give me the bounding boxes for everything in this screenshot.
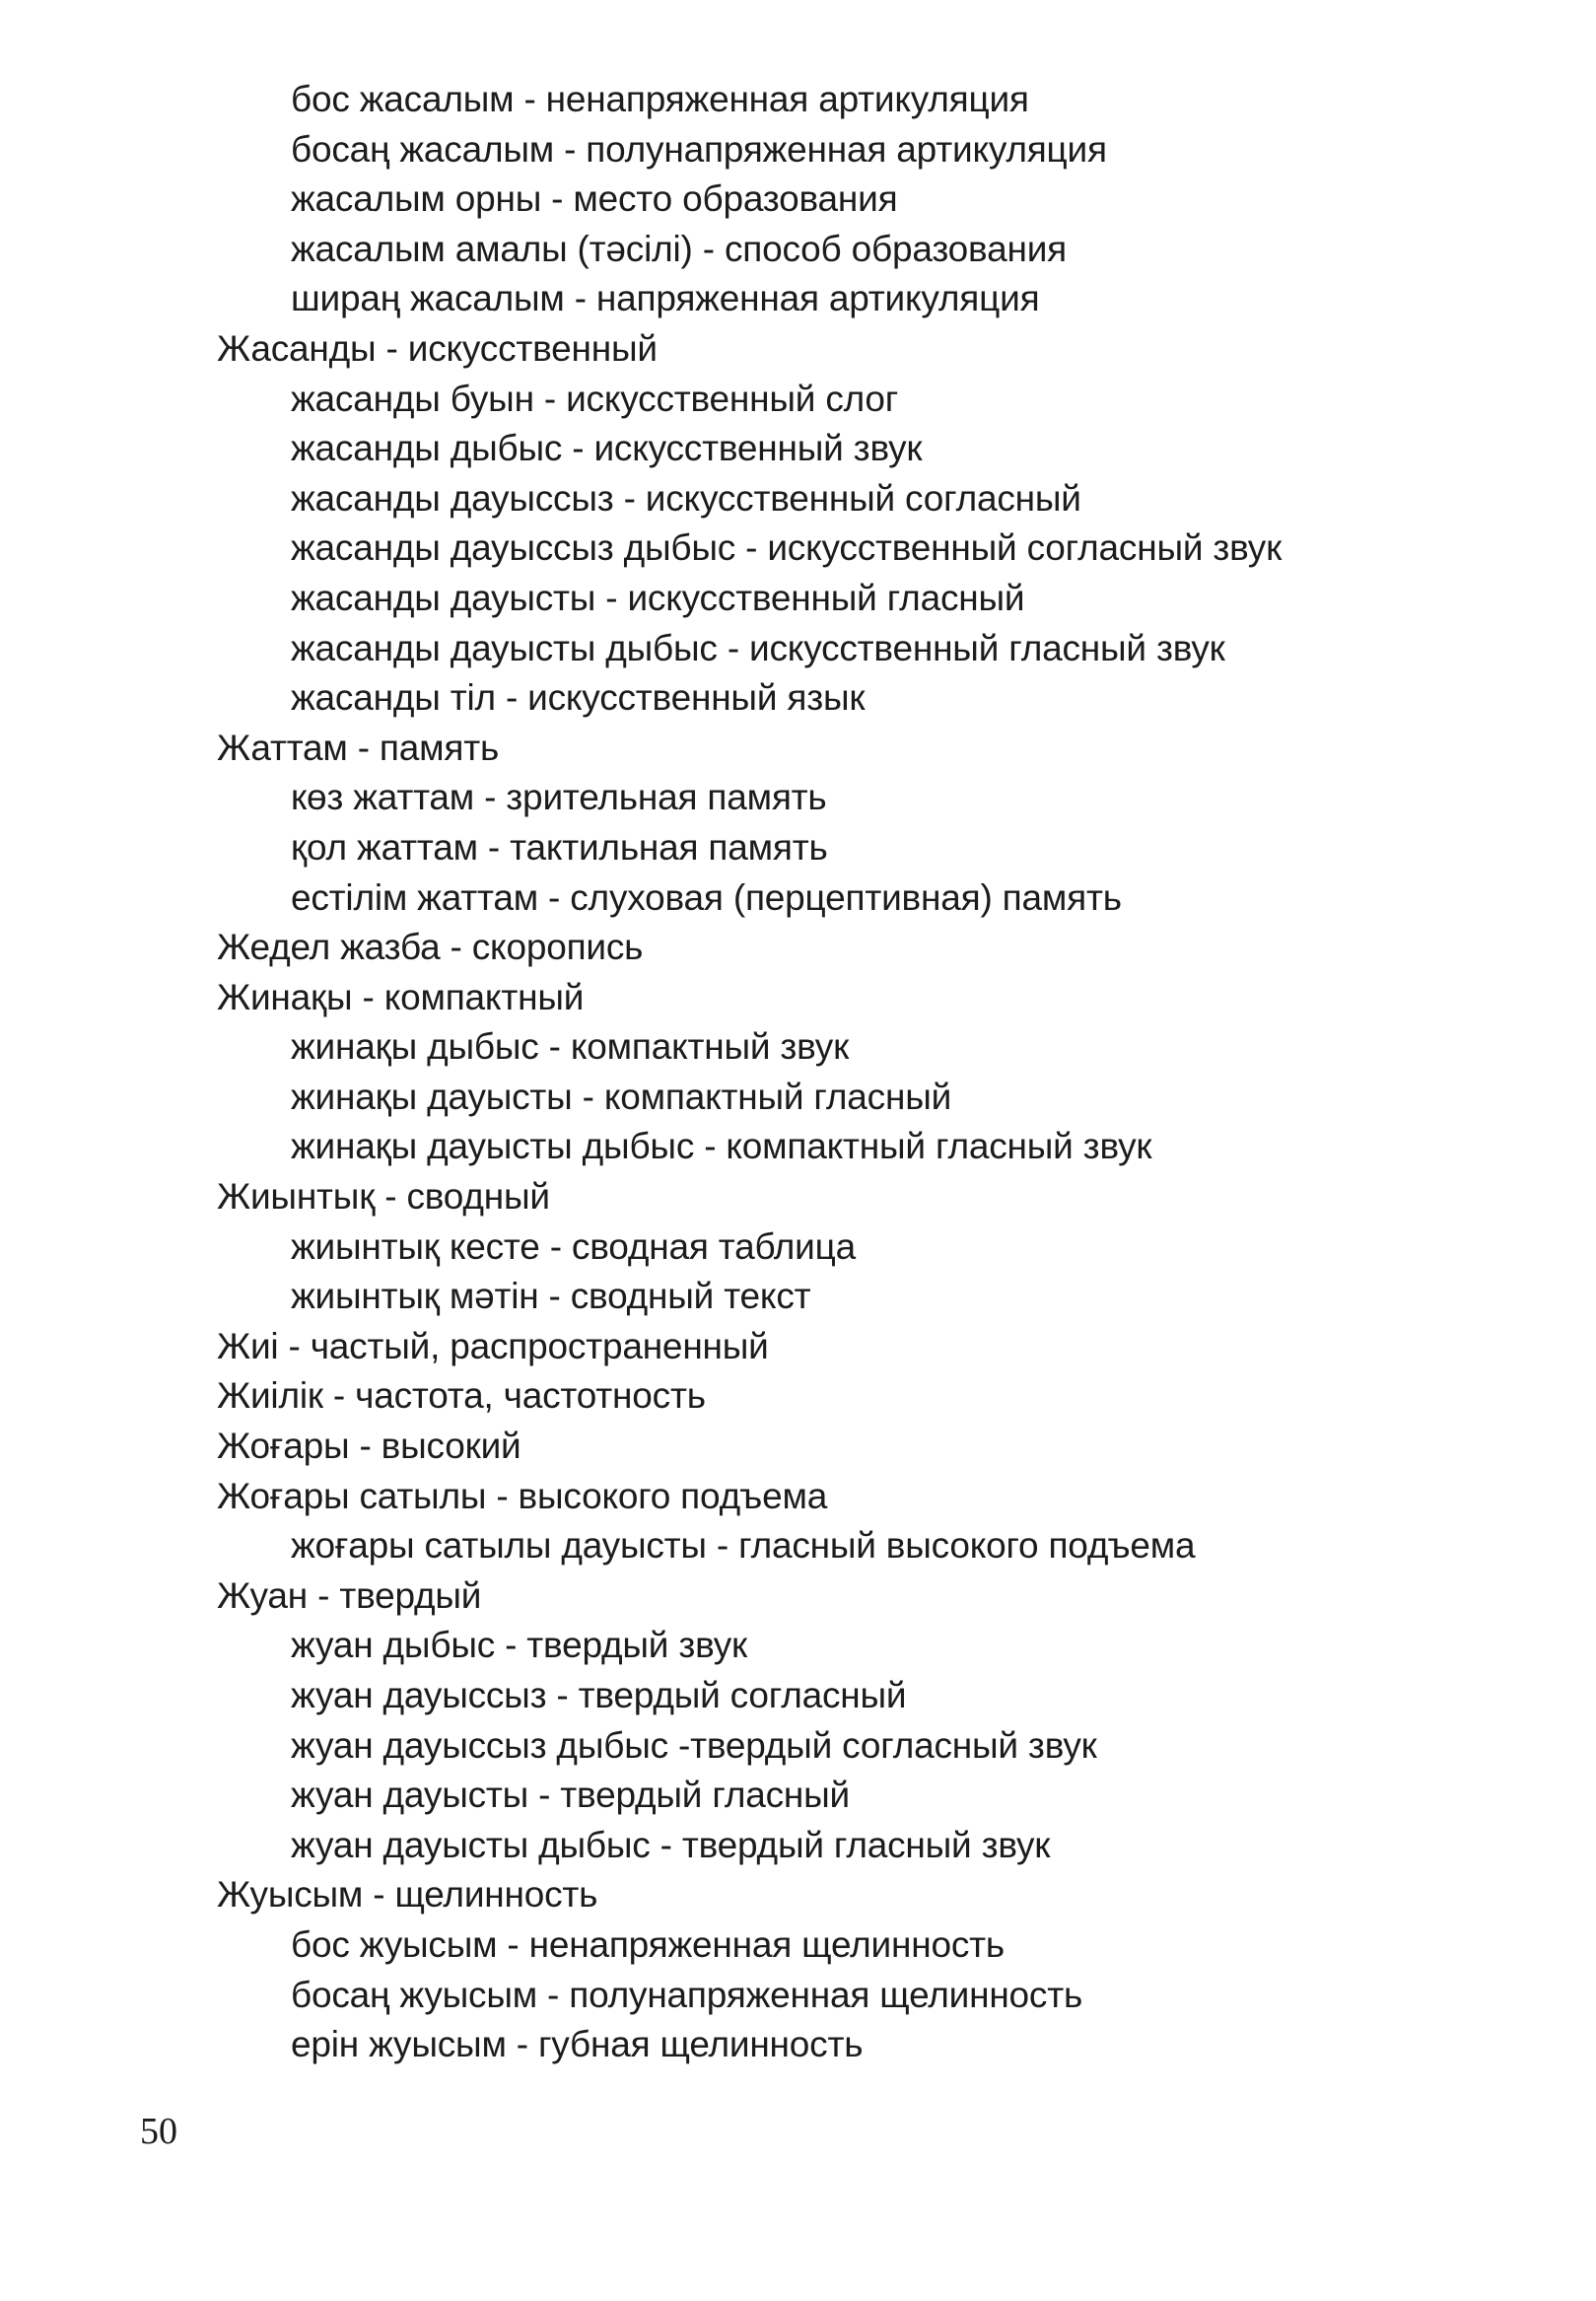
glossary-subentry: жасалым орны - место образования <box>291 178 898 220</box>
glossary-subentry: жуан дауысты - твердый гласный <box>291 1775 850 1816</box>
glossary-subentry: жасанды дауысты дыбыс - искусственный гласный звук <box>291 627 1225 668</box>
glossary-subentry: жасанды тіл - искусственный язык <box>291 677 866 719</box>
glossary-subentry: шираң жасалым - напряженная артикуляция <box>291 278 1040 319</box>
glossary-headword: Жиі - частый, распространенный <box>217 1325 769 1366</box>
glossary-headword: Жаттам - память <box>217 727 500 768</box>
glossary-subentry: жасанды дауысты - искусственный гласный <box>291 577 1025 618</box>
glossary-subentry: жиынтық мәтін - сводный текст <box>291 1276 811 1317</box>
glossary-subentry: жасанды дауыссыз дыбыс - искусственный согласный звук <box>291 527 1283 569</box>
glossary-subentry: естілім жаттам - слуховая (перцептивная) память <box>291 876 1122 918</box>
glossary-subentry: жасанды дыбыс - искусственный звук <box>291 428 923 469</box>
glossary-subentry: бос жасалым - ненапряженная артикуляция <box>291 79 1029 119</box>
glossary-subentry: жинақы дауысты - компактный гласный <box>291 1076 952 1117</box>
glossary-headword: Жуан - твердый <box>217 1574 482 1616</box>
glossary-headword: Жиынтық - сводный <box>217 1176 550 1218</box>
glossary-subentry: жинақы дыбыс - компактный звук <box>291 1026 850 1068</box>
glossary-headword: Жоғары - высокий <box>217 1426 521 1467</box>
glossary-subentry: жиынтық кесте - сводная таблица <box>291 1225 857 1267</box>
glossary-subentry: көз жаттам - зрительная память <box>291 777 827 818</box>
glossary-subentry: жуан дауыссыз дыбыс -твердый согласный звук <box>291 1724 1097 1766</box>
glossary-subentry: босаң жуысым - полунапряженная щелинность <box>291 1974 1083 2015</box>
glossary-subentry: жоғары сатылы дауысты - гласный высокого подъема <box>291 1525 1196 1567</box>
glossary-headword: Жуысым - щелинность <box>217 1874 598 1916</box>
glossary-headword: Жиілік - частота, частотность <box>217 1375 706 1417</box>
glossary-headword: Жоғары сатылы - высокого подъема <box>217 1475 828 1516</box>
glossary-subentry: жасалым амалы (тәсілі) - способ образования <box>291 228 1068 269</box>
glossary-subentry: жуан дауыссыз - твердый согласный <box>291 1675 907 1715</box>
glossary-headword: Жинақы - компактный <box>217 976 585 1017</box>
glossary-headword: Жедел жазба - скоропись <box>217 927 644 968</box>
glossary-subentry: бос жуысым - ненапряженная щелинность <box>291 1923 1005 1965</box>
glossary-subentry: жасанды дауыссыз - искусственный согласный <box>291 477 1081 519</box>
glossary-subentry: жинақы дауысты дыбыс - компактный гласный звук <box>291 1126 1152 1167</box>
glossary-subentry: босаң жасалым - полунапряженная артикуляция <box>291 128 1107 170</box>
glossary-subentry: қол жаттам - тактильная память <box>291 826 828 868</box>
glossary-subentry: жасанды буын - искусственный слог <box>291 378 899 419</box>
glossary-subentry: ерін жуысым - губная щелинность <box>291 2024 864 2065</box>
glossary-subentry: жуан дыбыс - твердый звук <box>291 1625 748 1666</box>
glossary-subentry: жуан дауысты дыбыс - твердый гласный звук <box>291 1824 1051 1865</box>
glossary-entry-list <box>217 75 1498 2070</box>
page-number: 50 <box>140 2111 177 2152</box>
glossary-headword: Жасанды - искусственный <box>217 327 658 369</box>
